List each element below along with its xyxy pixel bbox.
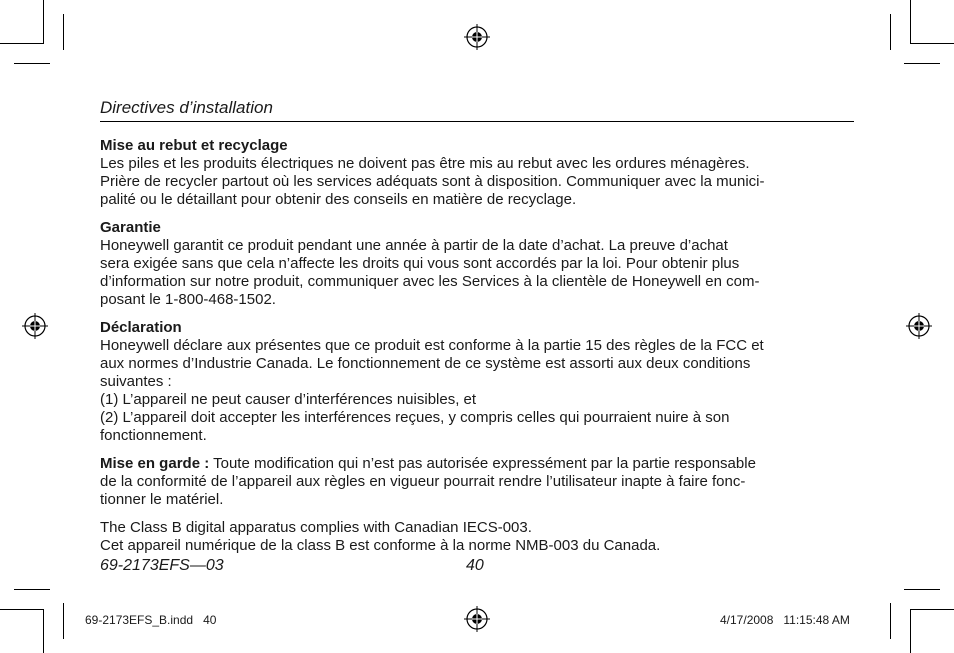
crop-mark-bottom-right-v2 [890,603,891,639]
text-line: aux normes d’Industrie Canada. Le fonctionnement de ce système est assorti aux deux conditions [100,355,751,372]
text-line: (2) L’appareil doit accepter les interférences reçues, y compris celles qui pourraient nuire à son [100,409,730,426]
text-line: de la conformité de l’appareil aux règles en vigueur pourrait rendre l’utilisateur inapte à faire fonc- [100,473,746,490]
page-content [100,137,860,565]
registration-mark-icon [464,606,490,632]
caution-lead: Mise en garde : [100,455,210,472]
section-title: Déclaration [100,319,182,336]
text-line: (1) L’appareil ne peut causer d’interférences nuisibles, et [100,391,477,408]
crop-mark-top-left-v [43,0,44,44]
registration-mark-icon [22,313,48,339]
section-title: Mise au rebut et recyclage [100,137,288,154]
section-recycling [100,137,860,209]
text-line: Les piles et les produits électriques ne doivent pas être mis au rebut avec les ordures ménagères. [100,155,750,172]
text-line: Prière de recycler partout où les services adéquats sont à disposition. Communiquer avec la munici- [100,173,765,190]
text-line: Honeywell garantit ce produit pendant une année à partir de la date d’achat. La preuve d’achat [100,237,728,254]
text-line: fonctionnement. [100,427,207,444]
text-line: palité ou le détaillant pour obtenir des conseils en matière de recyclage. [100,191,577,208]
text-line: tionner le matériel. [100,491,224,508]
crop-mark-bottom-right-h2 [904,589,940,590]
crop-mark-top-right-v [910,0,911,44]
crop-mark-top-right-h2 [904,63,940,64]
caution-text: Toute modification qui n’est pas autorisée expressément par la partie responsable [209,455,756,472]
crop-mark-bottom-right-v [910,609,911,653]
crop-mark-top-left-h2 [14,63,50,64]
text-line: sera exigée sans que cela n’affecte les droits qui vous sont accordés par la loi. Pour obtenir plus [100,255,740,272]
registration-mark-icon [906,313,932,339]
section-declaration [100,319,860,445]
crop-mark-top-right-h [910,43,954,44]
crop-mark-top-left-h [0,43,44,44]
crop-mark-bottom-right-h [910,609,954,610]
crop-mark-top-right-v2 [890,14,891,50]
section-title: Garantie [100,219,161,236]
text-line: posant le 1-800-468-1502. [100,291,276,308]
text-line: d’information sur notre produit, communiquer avec les Services à la clientèle de Honeywell en com- [100,273,760,290]
text-line: The Class B digital apparatus complies with Canadian IECS-003. [100,519,532,536]
section-caution [100,455,860,509]
text-line: Cet appareil numérique de la class B est conforme à la norme NMB-003 du Canada. [100,537,661,554]
text-line: Honeywell déclare aux présentes que ce produit est conforme à la partie 15 des règles de la FCC et [100,337,764,354]
text-line [100,455,860,473]
slug-date: 4/17/2008 11:15:48 AM [720,613,850,627]
page-header: Directives d’installation [100,97,854,122]
page-number: 40 [466,557,484,574]
crop-mark-bottom-left-v2 [63,603,64,639]
crop-mark-top-left-v2 [63,14,64,50]
section-warranty [100,219,860,309]
registration-mark-icon [464,24,490,50]
text-line: suivantes : [100,373,172,390]
crop-mark-bottom-left-v [43,609,44,653]
section-compliance [100,519,860,555]
crop-mark-bottom-left-h2 [14,589,50,590]
slug-file: 69-2173EFS_B.indd 40 [85,613,217,627]
crop-mark-bottom-left-h [0,609,44,610]
doc-number: 69-2173EFS—03 [100,557,224,574]
